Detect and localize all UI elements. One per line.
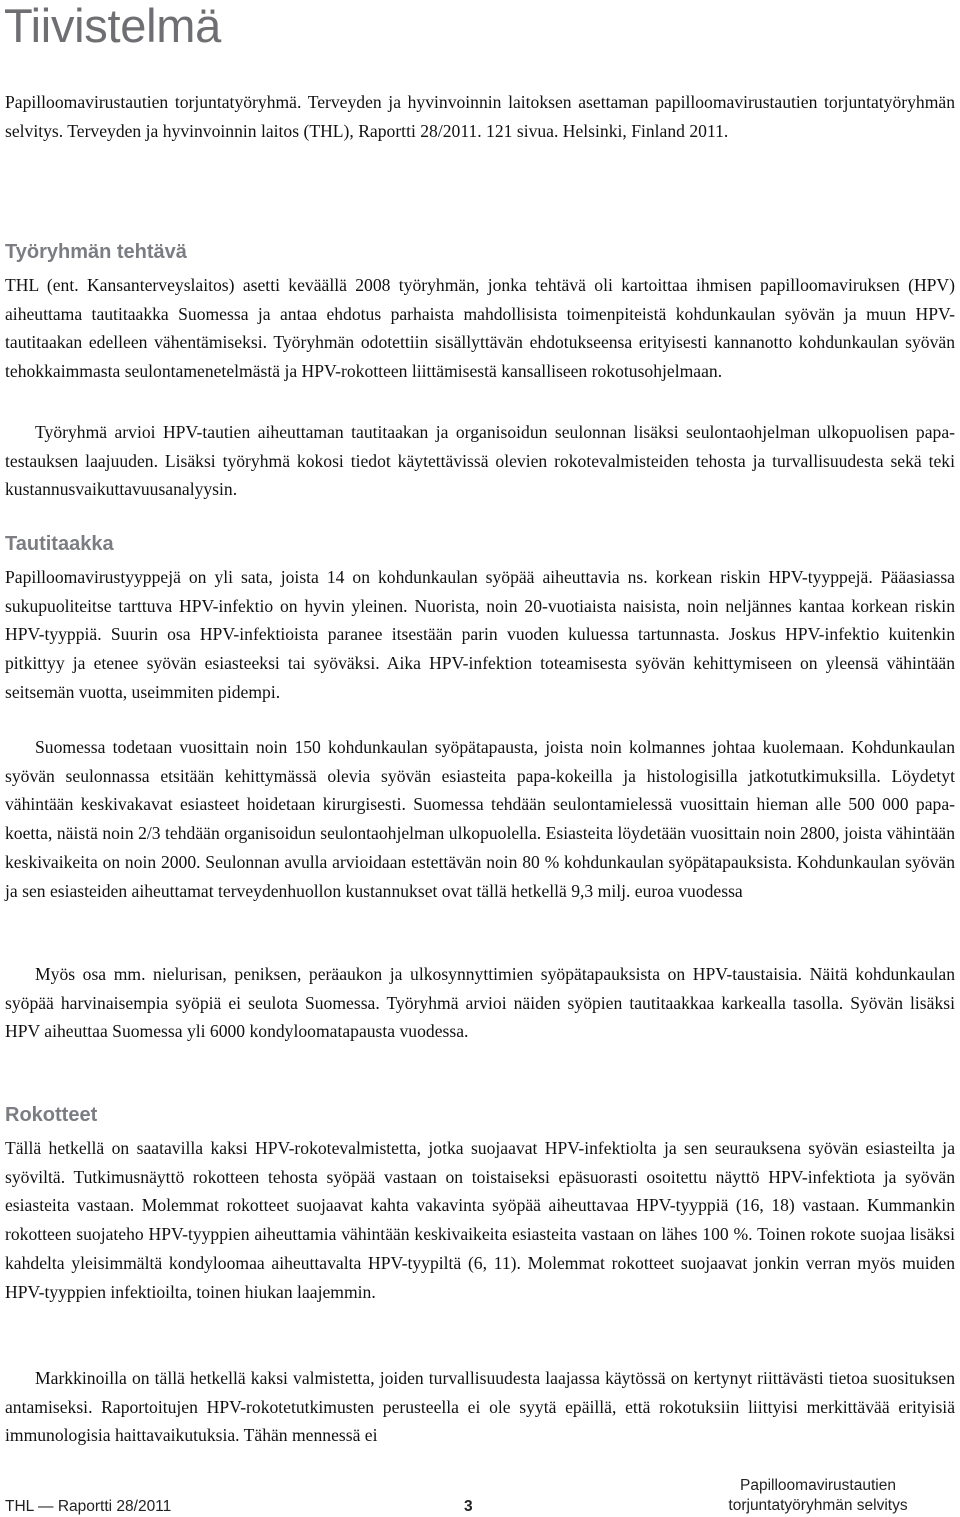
task-paragraph-1: THL (ent. Kansanterveyslaitos) asetti keväällä 2008 työryhmän, jonka tehtävä oli kartoittaa ihmisen papilloomaviruksen (HPV) aiheuttama tautitaakka Suomessa ja antaa ehdotus parhaista mahdollisista toimenpiteistä kohdunkaulan syövän ja muun HPV-tautitaakan edelleen vähentämiseksi. Työryhmän odotettiin sisällyttävän ehdotukseensa erityisesti kannanotto kohdunkaulan syövän tehokkaimmasta seulontamenetelmästä ja HPV-rokotteen liittämisestä kansalliseen rokotusohjelmaan. — [5, 275, 955, 382]
section-heading-burden: Tautitaakka — [5, 533, 114, 555]
burden-paragraph-1: Papilloomavirustyyppejä on yli sata, joista 14 on kohdunkaulan syöpää aiheuttavia ns. korkean riskin HPV-tyyppejä. Pääasiassa sukupuoliteitse tarttuva HPV-infektio on hyvin yleinen. Nuorista, noin 20-vuotiaista naisista, noin neljännes kantaa korkean riskin HPV-tyyppiä. Suurin osa HPV-infektioista paranee itsestään parin vuoden kuluessa tartunnasta. Joskus HPV-infektio kuitenkin pitkittyy ja etenee syövän esiasteeksi tai syöväksi. Aika HPV-infektion toteamisesta syövän kehittymiseen on yleensä vähintään seitsemän vuotta, useimmiten pidempi. — [5, 567, 955, 702]
footer-title-line-1: Papilloomavirustautien — [740, 1477, 896, 1494]
citation-paragraph: Papilloomavirustautien torjuntatyöryhmä. Terveyden ja hyvinvoinnin laitoksen asettaman papilloomavirustautien torjuntatyöryhmän selvitys. Terveyden ja hyvinvoinnin laitos (THL), Raportti 28/2011. 121 sivua. Helsinki, Finland 2011. — [5, 92, 955, 141]
vaccines-paragraph-1: Tällä hetkellä on saatavilla kaksi HPV-rokotevalmistetta, jotka suojaavat HPV-infektiolta ja sen seurauksena syövän esiasteilta ja syöviltä. Tutkimusnäyttö rokotteen tehosta syöpää vastaan on toistaiseksi epäsuorasti osoitettu näyttö HPV-infektiota ja syövän esiasteita vastaan. Molemmat rokotteet suojaavat kahta vakavinta syöpää aiheuttavaa HPV-tyyppiä (16, 18) vastaan. Kummankin rokotteen suojateho HPV-tyyppien aiheuttamia vähintään keskivaikeita esiasteita vastaan on lähes 100 %. Toinen rokote suojaa lisäksi kahdelta yleisimmältä kondyloomaa aiheuttavalta HPV-tyypiltä (6, 11). Molemmat rokotteet suojaavat jonkin verran myös muiden HPV-tyyppien infektioilta, toinen hiukan laajemmin. — [5, 1138, 955, 1302]
section-heading-task: Työryhmän tehtävä — [5, 241, 187, 263]
footer-publication-title — [700, 1476, 936, 1516]
footer-report-label: THL — Raportti 28/2011 — [5, 1498, 172, 1515]
burden-paragraph-3: Myös osa mm. nielurisan, peniksen, peräaukon ja ulkosynnyttimien syöpätapauksista on HPV-taustaisia. Näitä kohdunkaulan syöpää harvinaisempia syöpiä ei seulota Suomessa. Työryhmä arvioi näiden syöpien tautitaakkaa karkealla tasolla. Syövän lisäksi HPV aiheuttaa Suomessa yli 6000 kondyloomatapausta vuodessa. — [5, 964, 955, 1042]
vaccines-paragraph-2: Markkinoilla on tällä hetkellä kaksi valmistetta, joiden turvallisuudesta laajassa käytössä on kertynyt riittävästi tietoa suosituksen antamiseksi. Raportoitujen HPV-rokotetutkimusten perusteella ei ole syytä epäillä, että rokotuksiin liittyisi merkittävää erityisiä immunologisia haittavaikutuksia. Tähän mennessä ei — [5, 1368, 955, 1446]
footer-title-line-2: torjuntatyöryhmän selvitys — [728, 1497, 908, 1514]
page-title: Tiivistelmä — [4, 0, 221, 52]
task-paragraph-2: Työryhmä arvioi HPV-tautien aiheuttaman tautitaakan ja organisoidun seulonnan lisäksi seulontaohjelman ulkopuolisen papa-testauksen laajuuden. Lisäksi työryhmä kokosi tiedot käytettävissä olevien rokotevalmisteiden tehosta ja turvallisuudesta sekä teki kustannusvaikuttavuusanalyysin. — [5, 422, 955, 500]
burden-paragraph-2: Suomessa todetaan vuosittain noin 150 kohdunkaulan syöpätapausta, joista noin kolmannes johtaa kuolemaan. Kohdunkaulan syövän seulonnassa etsitään kehittymässä olevia syövän esiasteita papa-kokeilla ja histologisilla jatkotutkimuksilla. Löydetyt vähintään keskivakavat esiasteet hoidetaan kirurgisesti. Suomessa tehdään seulontamielessä vuosittain hieman alle 500 000 papa-koetta, näistä noin 2/3 tehdään organisoidun seulontaohjelman ulkopuolella. Esiasteita löydetään vuosittain noin 2800, joista vähintään keskivaikeita on noin 2000. Seulonnan avulla arvioidaan estettävän noin 80 % kohdunkaulan syöpätapauksista. Kohdunkaulan syövän ja sen esiasteiden aiheuttamat terveydenhuollon kustannukset ovat tällä hetkellä 9,3 milj. euroa vuodessa — [5, 737, 955, 901]
page-number: 3 — [464, 1498, 473, 1515]
section-heading-vaccines: Rokotteet — [5, 1104, 98, 1126]
